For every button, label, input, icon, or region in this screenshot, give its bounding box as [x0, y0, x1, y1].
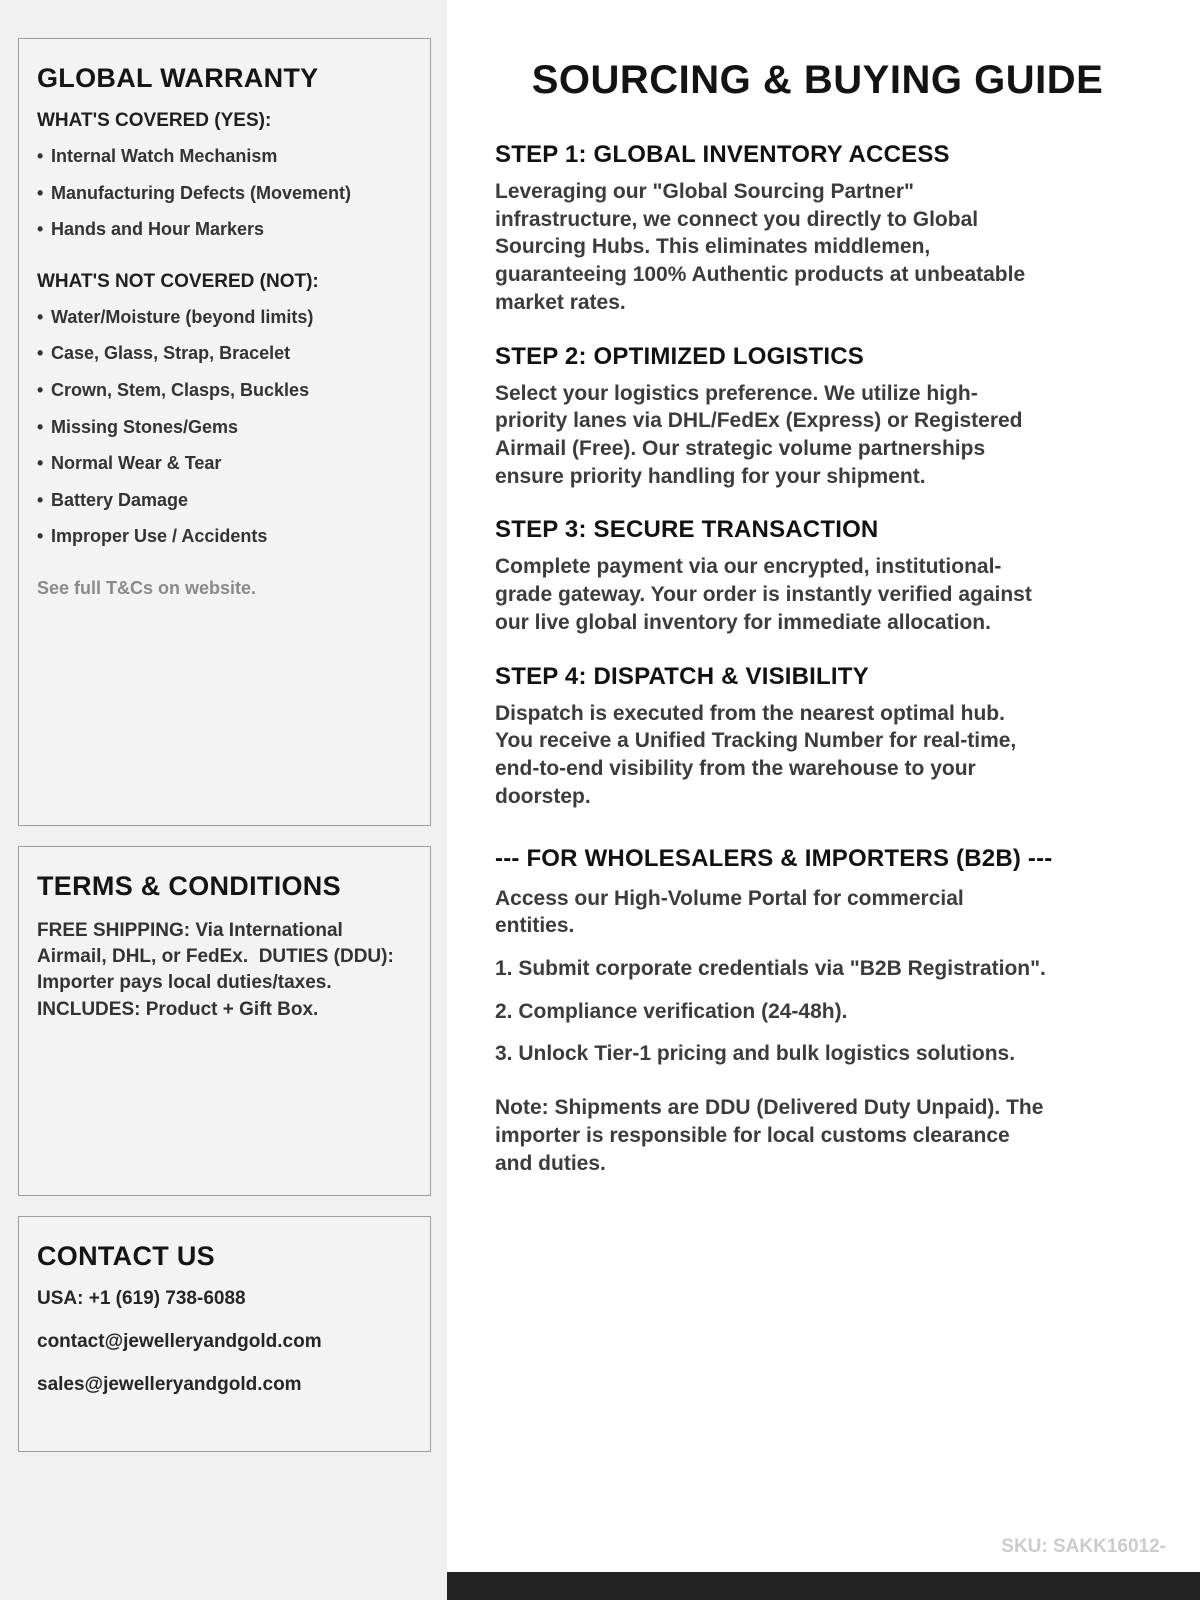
not-covered-item: • Water/Moisture (beyond limits): [37, 307, 410, 329]
terms-box: [18, 846, 431, 1196]
contact-email: contact@jewelleryandgold.com: [37, 1331, 322, 1352]
step-2-section: [495, 343, 1150, 491]
sku-label: SKU: SAKK16012-: [1001, 1536, 1166, 1557]
step-4-heading: STEP 4: DISPATCH & VISIBILITY: [495, 662, 869, 690]
contact-box: [18, 1216, 431, 1452]
not-covered-title: WHAT'S NOT COVERED (NOT):: [37, 270, 319, 292]
step-3-section: [495, 516, 1150, 636]
terms-title: TERMS & CONDITIONS: [37, 871, 341, 901]
step-1-body: Leveraging our "Global Sourcing Partner" infrastructure, we connect you directly to Global Sourcing Hubs. This eliminates middlemen, guaranteeing 100% Authentic products at unbeatable market rates.: [495, 180, 1026, 314]
global-warranty-box: [18, 38, 431, 826]
covered-item: • Manufacturing Defects (Movement): [37, 183, 410, 205]
not-covered-item: • Missing Stones/Gems: [37, 417, 410, 439]
b2b-section: [495, 845, 1150, 1178]
main-content: [447, 0, 1200, 1600]
b2b-item-1: 1. Submit corporate credentials via "B2B Registration".: [495, 956, 1046, 980]
not-covered-item: • Case, Glass, Strap, Bracelet: [37, 343, 410, 365]
covered-item: • Internal Watch Mechanism: [37, 146, 410, 168]
step-2-heading: STEP 2: OPTIMIZED LOGISTICS: [495, 342, 864, 370]
terms-body: FREE SHIPPING: Via International Airmail, DHL, or FedEx. DUTIES (DDU): Importer pays local duties/taxes. INCLUDES: Product + Gift Box.: [37, 920, 400, 1020]
b2b-note: Note: Shipments are DDU (Delivered Duty Unpaid). The importer is responsible for local customs clearance and duties.: [495, 1096, 1044, 1175]
contact-title: CONTACT US: [37, 1241, 215, 1271]
step-3-body: Complete payment via our encrypted, institutional-grade gateway. Your order is instantly verified against our live global inventory for immediate allocation.: [495, 555, 1032, 634]
bottom-bar: [447, 1572, 1200, 1600]
b2b-item-2: 2. Compliance verification (24-48h).: [495, 999, 848, 1023]
not-covered-list: [37, 307, 410, 548]
not-covered-item: • Normal Wear & Tear: [37, 453, 410, 475]
step-4-body: Dispatch is executed from the nearest optimal hub. You receive a Unified Tracking Number for real-time, end-to-end visibility from the warehouse to your doorstep.: [495, 701, 1017, 808]
b2b-item-3: 3. Unlock Tier-1 pricing and bulk logistics solutions.: [495, 1042, 1016, 1066]
step-2-body: Select your logistics preference. We utilize high-priority lanes via DHL/FedEx (Express) or Registered Airmail (Free). Our strategic volume partnerships ensure priority handling for your shipment.: [495, 381, 1023, 488]
b2b-intro: Access our High-Volume Portal for commercial entities.: [495, 886, 964, 938]
not-covered-item: • Improper Use / Accidents: [37, 526, 410, 548]
step-1-section: [495, 141, 1150, 317]
warranty-title: GLOBAL WARRANTY: [37, 63, 319, 93]
covered-item: • Hands and Hour Markers: [37, 219, 410, 241]
page-title: SOURCING & BUYING GUIDE: [531, 58, 1104, 102]
warranty-footnote: See full T&Cs on website.: [37, 577, 257, 598]
sales-email: sales@jewelleryandgold.com: [37, 1374, 302, 1395]
step-4-section: [495, 663, 1150, 811]
not-covered-item: • Crown, Stem, Clasps, Buckles: [37, 380, 410, 402]
b2b-heading: --- FOR WHOLESALERS & IMPORTERS (B2B) ---: [495, 844, 1053, 872]
step-3-heading: STEP 3: SECURE TRANSACTION: [495, 516, 879, 544]
step-1-heading: STEP 1: GLOBAL INVENTORY ACCESS: [495, 141, 950, 168]
covered-title: WHAT'S COVERED (YES):: [37, 110, 272, 131]
not-covered-item: • Battery Damage: [37, 490, 410, 512]
sidebar: [0, 0, 447, 1600]
covered-list: [37, 146, 410, 241]
contact-phone: USA: +1 (619) 738-6088: [37, 1288, 246, 1309]
